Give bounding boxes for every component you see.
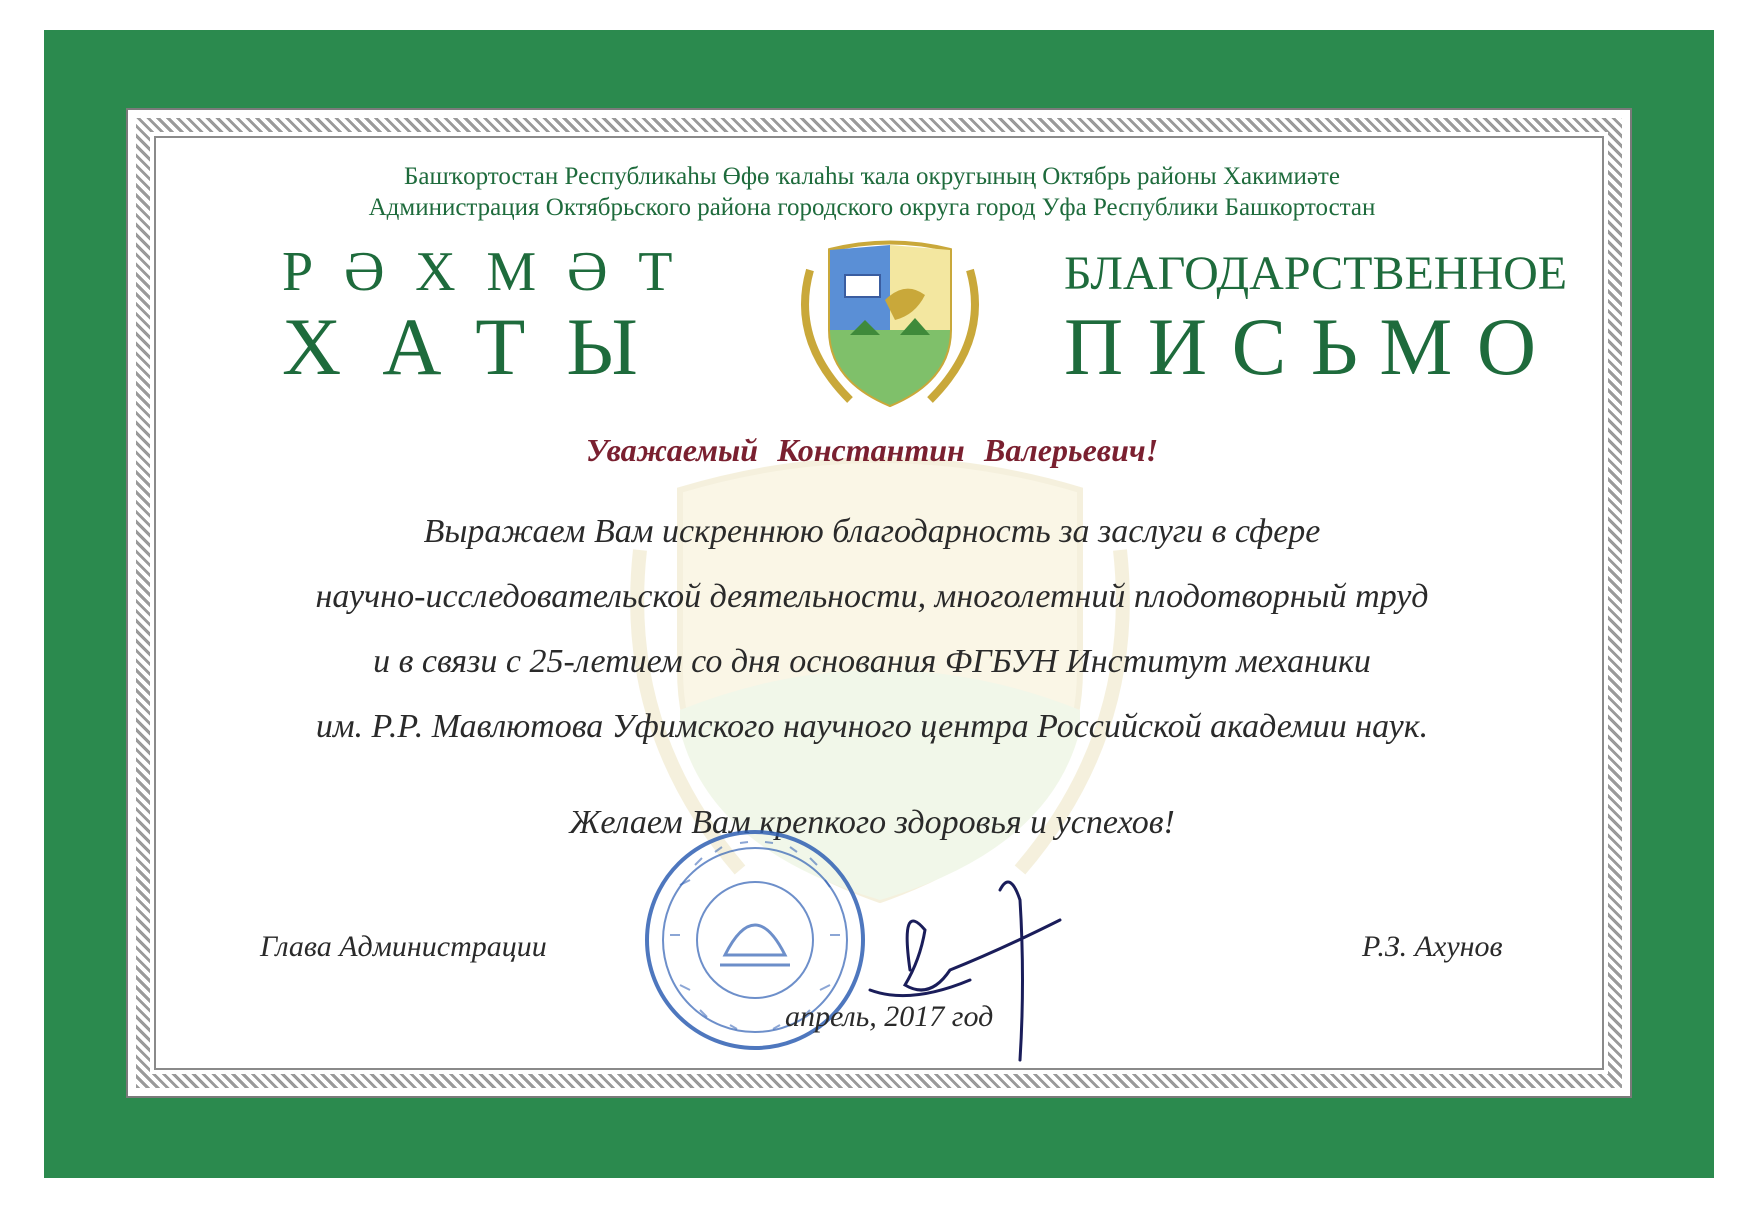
title-russian-line2: ПИСЬМО (1064, 301, 1561, 392)
document-date: апрель, 2017 год (785, 1000, 994, 1033)
body-line-4: им. Р.Р. Мавлютова Уфимского научного центра Российской академии наук. (315, 708, 1429, 745)
district-emblem-icon (790, 240, 990, 410)
greeting: Уважаемый Константин Валерьевич! (585, 432, 1159, 468)
header-bashkir: Башҡортостан Республикаһы Өфө ҡалаһы ҡала округының Октябрь районы Хакимиәте (404, 163, 1340, 190)
title-bashkir-line1: РӘХМӘТ (282, 241, 704, 303)
signatory-title: Глава Администрации (260, 930, 547, 963)
wish-line: Желаем Вам крепкого здоровья и успехов! (569, 804, 1175, 841)
body-line-3: и в связи с 25-летием со дня основания ФГБУН Институт механики (373, 643, 1371, 680)
title-russian-line1: БЛАГОДАРСТВЕННОЕ (1064, 247, 1568, 300)
handwritten-signature-icon (850, 860, 1110, 1090)
body-line-1: Выражаем Вам искреннюю благодарность за заслуги в сфере (423, 513, 1321, 550)
body-line-2: научно-исследовательской деятельности, многолетний плодотворный труд (315, 578, 1429, 615)
title-bashkir-line2: ХАТЫ (282, 301, 679, 392)
header-russian: Администрация Октябрьского района городского округа город Уфа Республики Башкортостан (368, 194, 1376, 221)
signatory-name: Р.З. Ахунов (1362, 930, 1503, 963)
